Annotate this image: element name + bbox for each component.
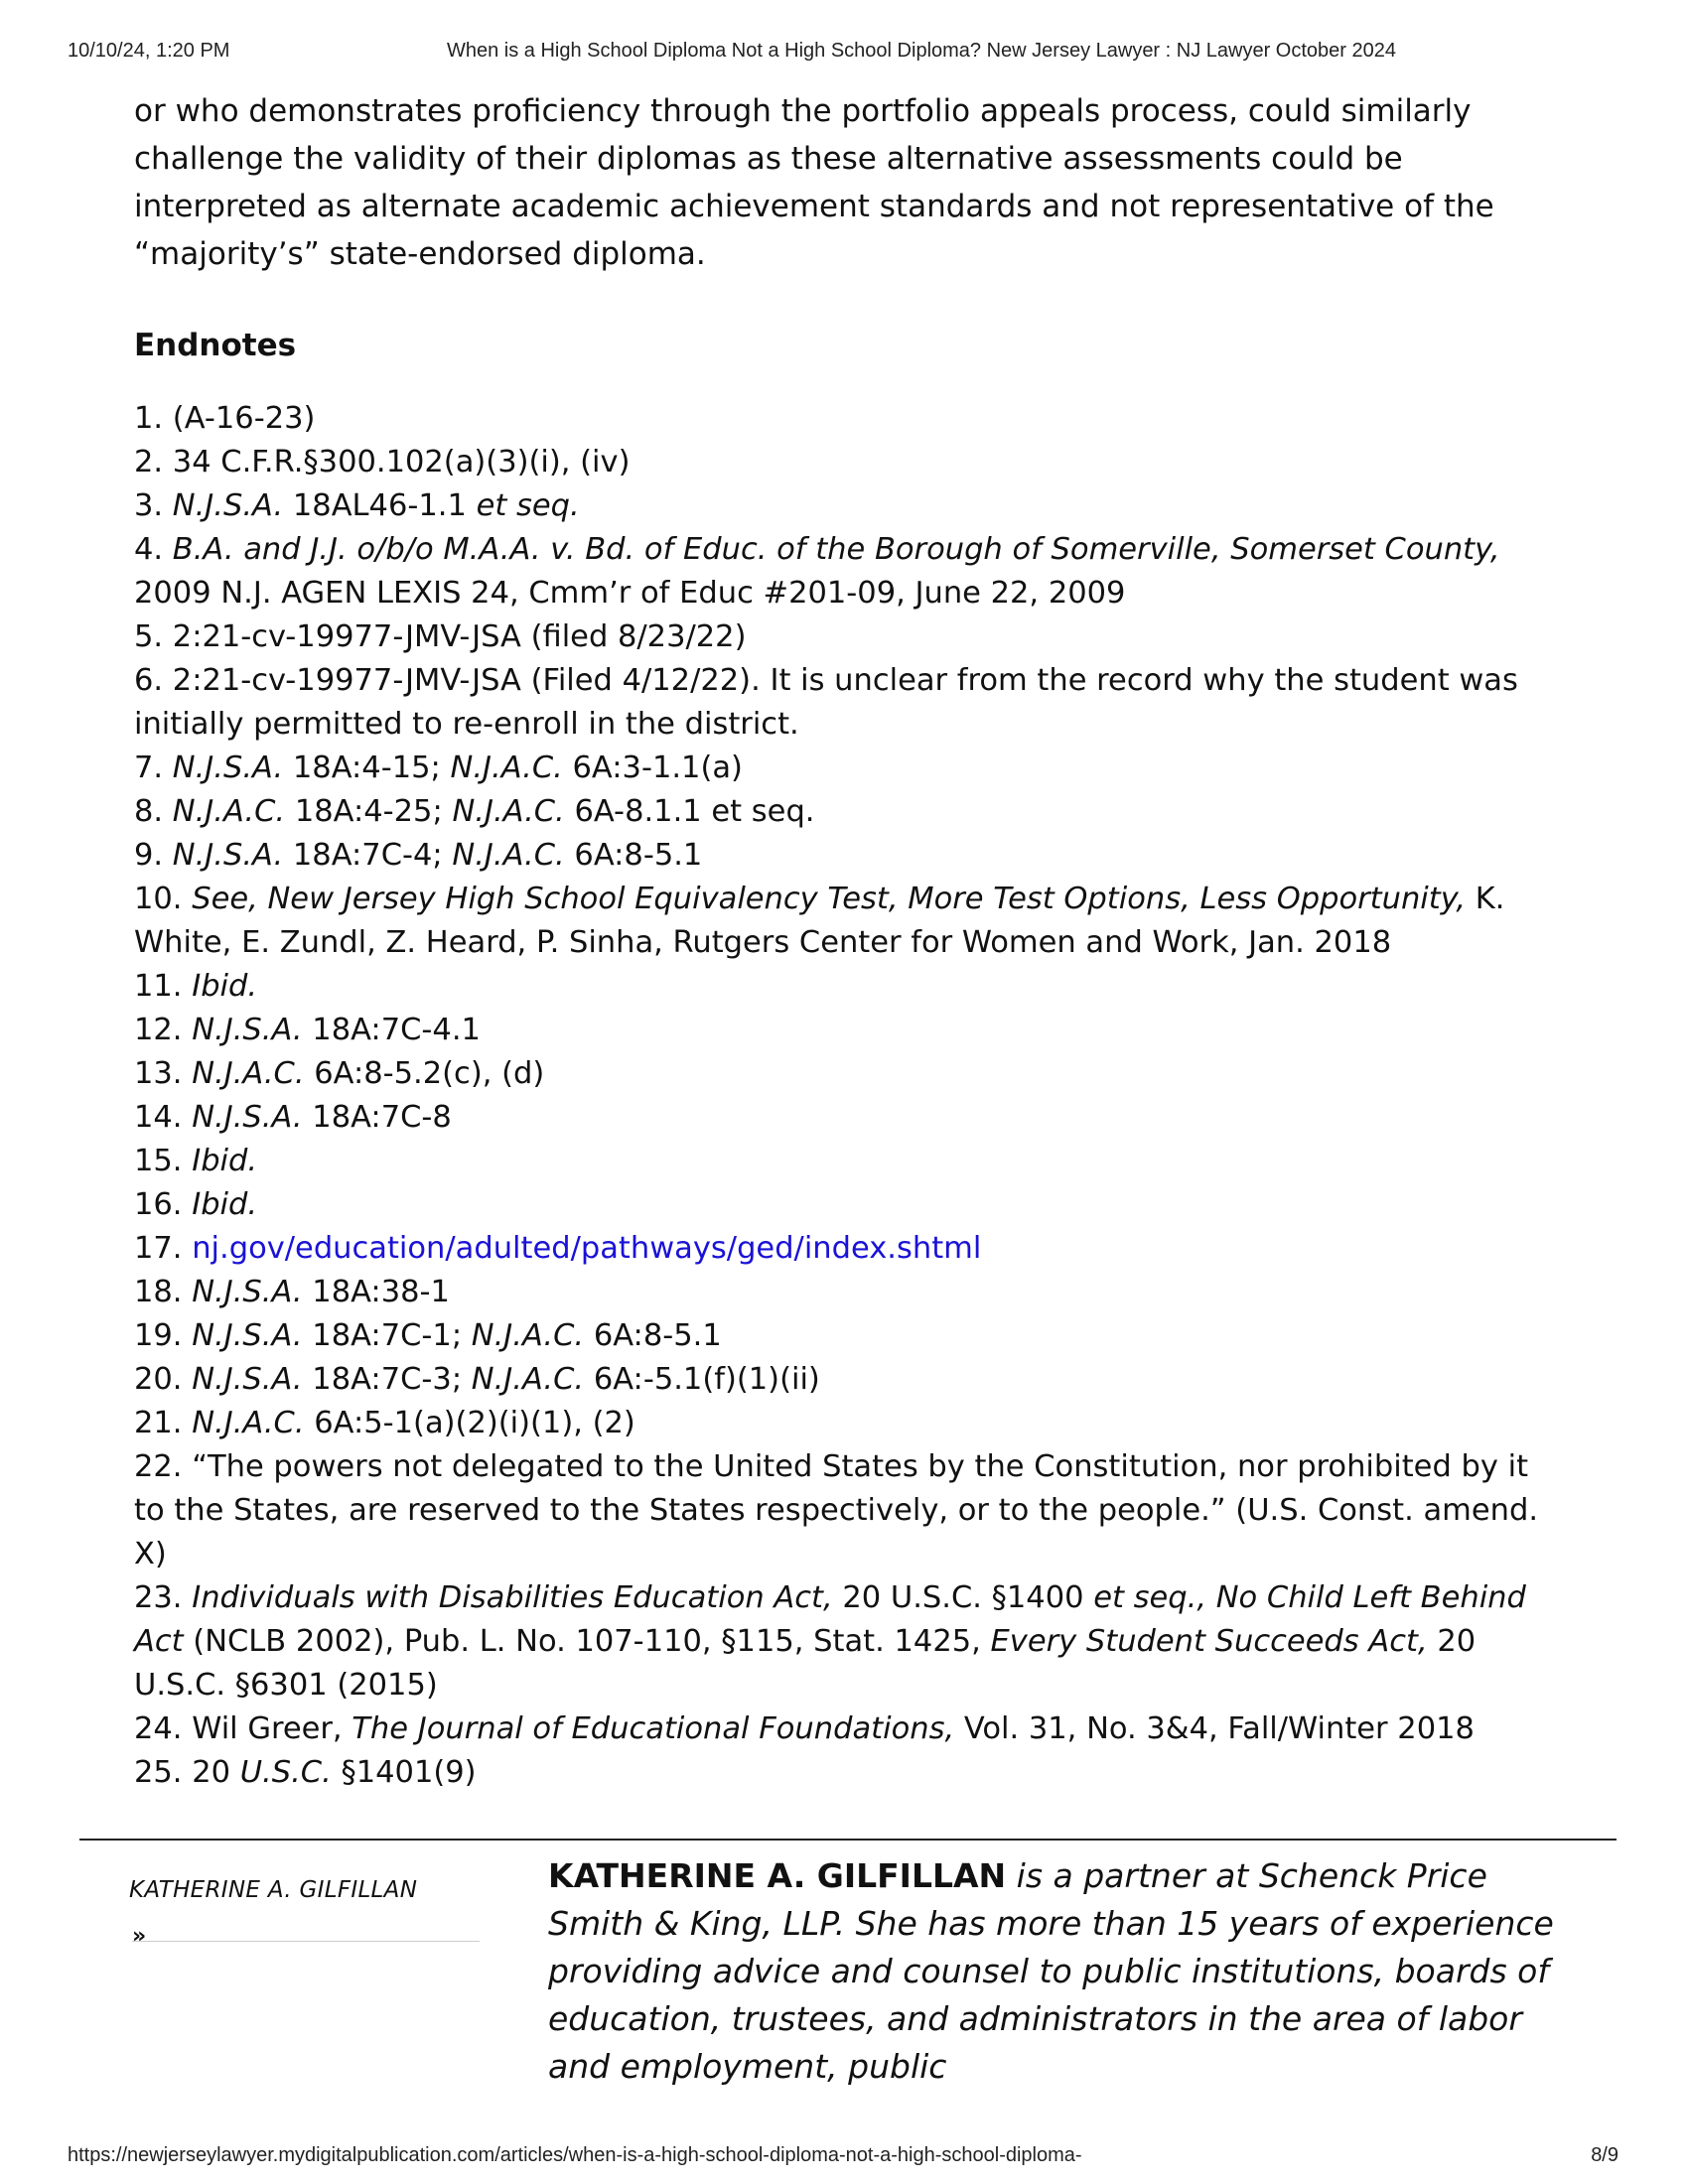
endnote-text: (NCLB 2002), Pub. L. No. 107-110, §115, Stat. 1425, (183, 1624, 991, 1659)
endnote-citation: N.J.A.C. (471, 1362, 585, 1397)
endnote-text: 12. (134, 1013, 193, 1047)
endnote-text: Vol. 31, No. 3&4, Fall/Winter 2018 (954, 1711, 1475, 1746)
endnote-citation: N.J.A.C. (192, 1406, 305, 1440)
author-bio-text: is a partner at Schenck Price Smith & King, LLP. She has more than 15 years of experience providing advice and counsel to public institutions, boards of education, trustees, and administrators in the area of labor and employment, public (548, 1856, 1554, 2086)
print-url: https://newjerseylawyer.mydigitalpublication.com/articles/when-is-a-high-school-diploma-not-a-high-school-diploma- (68, 2144, 1082, 2166)
endnote-citation: N.J.S.A. (192, 1275, 303, 1309)
endnote-text: §1401(9) (331, 1755, 477, 1790)
endnote-text: 6A:8-5.2(c), (d) (304, 1056, 545, 1091)
endnotes-list (134, 397, 1564, 1795)
endnote-citation: Every Student Succeeds Act, (990, 1624, 1428, 1659)
endnote-text: 18A:7C-4; (283, 838, 453, 873)
author-label-separator (132, 1941, 480, 1942)
author-name-label[interactable]: KATHERINE A. GILFILLAN (129, 1877, 418, 1903)
endnote-text: 1. (A-16-23) (134, 401, 316, 436)
endnote-text: 24. Wil Greer, (134, 1711, 352, 1746)
endnote-text: 22. “The powers not delegated to the United States by the Constitution, nor prohibited by it to the States, are reserved to the States respectively, or to the people.” (U.S. Const. amend. X) (134, 1449, 1539, 1571)
endnote-item (134, 615, 1564, 659)
endnote-citation: Ibid. (192, 1144, 258, 1178)
endnote-item (134, 965, 1564, 1009)
endnote-text: 4. (134, 532, 173, 567)
endnote-item (134, 878, 1564, 965)
endnote-text: 21. (134, 1406, 193, 1440)
double-chevron-right-icon[interactable]: » (132, 1924, 147, 1949)
endnote-item (134, 1707, 1564, 1751)
endnote-item (134, 790, 1564, 834)
endnote-text: 16. (134, 1187, 193, 1222)
endnote-text: 7. (134, 751, 173, 785)
endnote-text: 6A:8-5.1 (564, 838, 703, 873)
endnote-text: 18A:4-15; (283, 751, 451, 785)
endnote-text: 18A:4-25; (285, 794, 453, 829)
endnote-citation: N.J.S.A. (192, 1100, 303, 1135)
endnote-citation: N.J.A.C. (452, 838, 565, 873)
endnote-text: 11. (134, 969, 193, 1004)
endnote-item (134, 1271, 1564, 1314)
endnote-citation: N.J.A.C. (192, 1056, 305, 1091)
endnote-item (134, 1052, 1564, 1096)
endnote-text: 6A:5-1(a)(2)(i)(1), (2) (304, 1406, 635, 1440)
endnote-item (134, 1576, 1564, 1707)
endnote-citation: N.J.S.A. (192, 1362, 303, 1397)
endnote-citation: Individuals with Disabilities Education Act, (192, 1580, 833, 1615)
endnote-text: 25. 20 (134, 1755, 240, 1790)
author-bio (548, 1852, 1591, 2091)
endnote-text: 19. (134, 1318, 193, 1353)
endnote-text: 6A:-5.1(f)(1)(ii) (584, 1362, 820, 1397)
endnote-item (134, 1445, 1564, 1576)
endnote-citation: U.S.C. (239, 1755, 332, 1790)
endnote-item (134, 1358, 1564, 1402)
endnote-text: 14. (134, 1100, 193, 1135)
endnote-text: 20. (134, 1362, 193, 1397)
endnote-item (134, 1751, 1564, 1795)
endnote-item (134, 1009, 1564, 1052)
author-bio-name: KATHERINE A. GILFILLAN (548, 1856, 1007, 1895)
endnote-text: 9. (134, 838, 173, 873)
endnote-item (134, 1314, 1564, 1358)
endnote-citation: N.J.S.A. (172, 838, 284, 873)
endnote-citation: N.J.S.A. (192, 1013, 303, 1047)
endnote-item (134, 441, 1564, 484)
endnote-item (134, 528, 1564, 615)
author-divider (79, 1839, 1617, 1841)
endnote-citation: The Journal of Educational Foundations, (352, 1711, 955, 1746)
endnote-text: 20 U.S.C. §1400 (832, 1580, 1094, 1615)
endnote-citation: N.J.A.C. (450, 751, 563, 785)
endnote-text: 8. (134, 794, 173, 829)
endnote-text: 13. (134, 1056, 193, 1091)
endnote-citation: Ibid. (192, 1187, 258, 1222)
endnote-text: K. White, E. Zundl, Z. Heard, P. Sinha, Rutgers Center for Women and Work, Jan. 2018 (134, 882, 1505, 960)
endnote-citation: et seq., No Child Left Behind Act (134, 1580, 1526, 1659)
endnote-item (134, 659, 1564, 747)
endnote-citation: N.J.S.A. (192, 1318, 303, 1353)
endnote-text: 18A:7C-1; (302, 1318, 472, 1353)
endnote-citation: N.J.A.C. (471, 1318, 585, 1353)
endnote-text: 3. (134, 488, 173, 523)
article-content (134, 87, 1564, 1795)
endnote-text: 6. 2:21-cv-19977-JMV-JSA (Filed 4/12/22). It is unclear from the record why the student was initially permitted to re-enroll in the district. (134, 663, 1518, 742)
endnote-text: 2009 N.J. AGEN LEXIS 24, Cmm’r of Educ #201-09, June 22, 2009 (134, 576, 1126, 611)
endnote-text: 17. (134, 1231, 193, 1266)
article-paragraph: or who demonstrates proficiency through the portfolio appeals process, could similarly challenge the validity of their diplomas as these alternative assessments could be interpreted as alternate academic achievement standards and not representative of the “majority’s” state-endorsed diploma. (134, 93, 1494, 272)
print-page-number: 8/9 (1591, 2144, 1618, 2166)
endnote-text: 18AL46-1.1 (283, 488, 477, 523)
endnote-item (134, 1096, 1564, 1140)
endnote-citation: N.J.A.C. (172, 794, 286, 829)
endnote-text: 20 U.S.C. §6301 (2015) (134, 1624, 1477, 1703)
endnote-text: 5. 2:21-cv-19977-JMV-JSA (filed 8/23/22) (134, 619, 747, 654)
endnote-citation: et seq. (476, 488, 580, 523)
endnote-text: 18A:7C-3; (302, 1362, 472, 1397)
endnote-citation: N.J.S.A. (172, 751, 284, 785)
endnote-text: 18A:38-1 (302, 1275, 450, 1309)
endnote-text: 15. (134, 1144, 193, 1178)
endnote-text: 6A:8-5.1 (584, 1318, 722, 1353)
endnote-item (134, 747, 1564, 790)
endnote-text: 6A:3-1.1(a) (562, 751, 743, 785)
endnote-text: 10. (134, 882, 193, 916)
endnote-item (134, 1140, 1564, 1183)
print-datetime: 10/10/24, 1:20 PM (68, 40, 230, 62)
endnote-text: 2. 34 C.F.R.§300.102(a)(3)(i), (iv) (134, 445, 631, 479)
endnote-item (134, 484, 1564, 528)
print-page-title: When is a High School Diploma Not a High School Diploma? New Jersey Lawyer : NJ Lawyer October 2024 (447, 40, 1396, 62)
endnote-citation: B.A. and J.J. o/b/o M.A.A. v. Bd. of Educ. of the Borough of Somerville, Somerset County, (172, 532, 1500, 567)
endnote-text: 18A:7C-4.1 (302, 1013, 481, 1047)
endnote-item (134, 1402, 1564, 1445)
endnote-citation: N.J.S.A. (172, 488, 284, 523)
endnote-text: 23. (134, 1580, 193, 1615)
endnote-citation: N.J.A.C. (452, 794, 565, 829)
endnote-citation: Ibid. (192, 969, 258, 1004)
endnote-text: 6A-8.1.1 et seq. (564, 794, 815, 829)
endnote-item (134, 397, 1564, 441)
endnote-item (134, 834, 1564, 878)
endnote-item (134, 1227, 1564, 1271)
endnotes-heading: Endnotes (134, 328, 297, 363)
endnote-link[interactable]: nj.gov/education/adulted/pathways/ged/index.shtml (192, 1231, 982, 1266)
endnote-text: 18. (134, 1275, 193, 1309)
endnote-item (134, 1183, 1564, 1227)
endnote-text: 18A:7C-8 (302, 1100, 452, 1135)
endnote-citation: See, New Jersey High School Equivalency Test, More Test Options, Less Opportunity, (192, 882, 1467, 916)
